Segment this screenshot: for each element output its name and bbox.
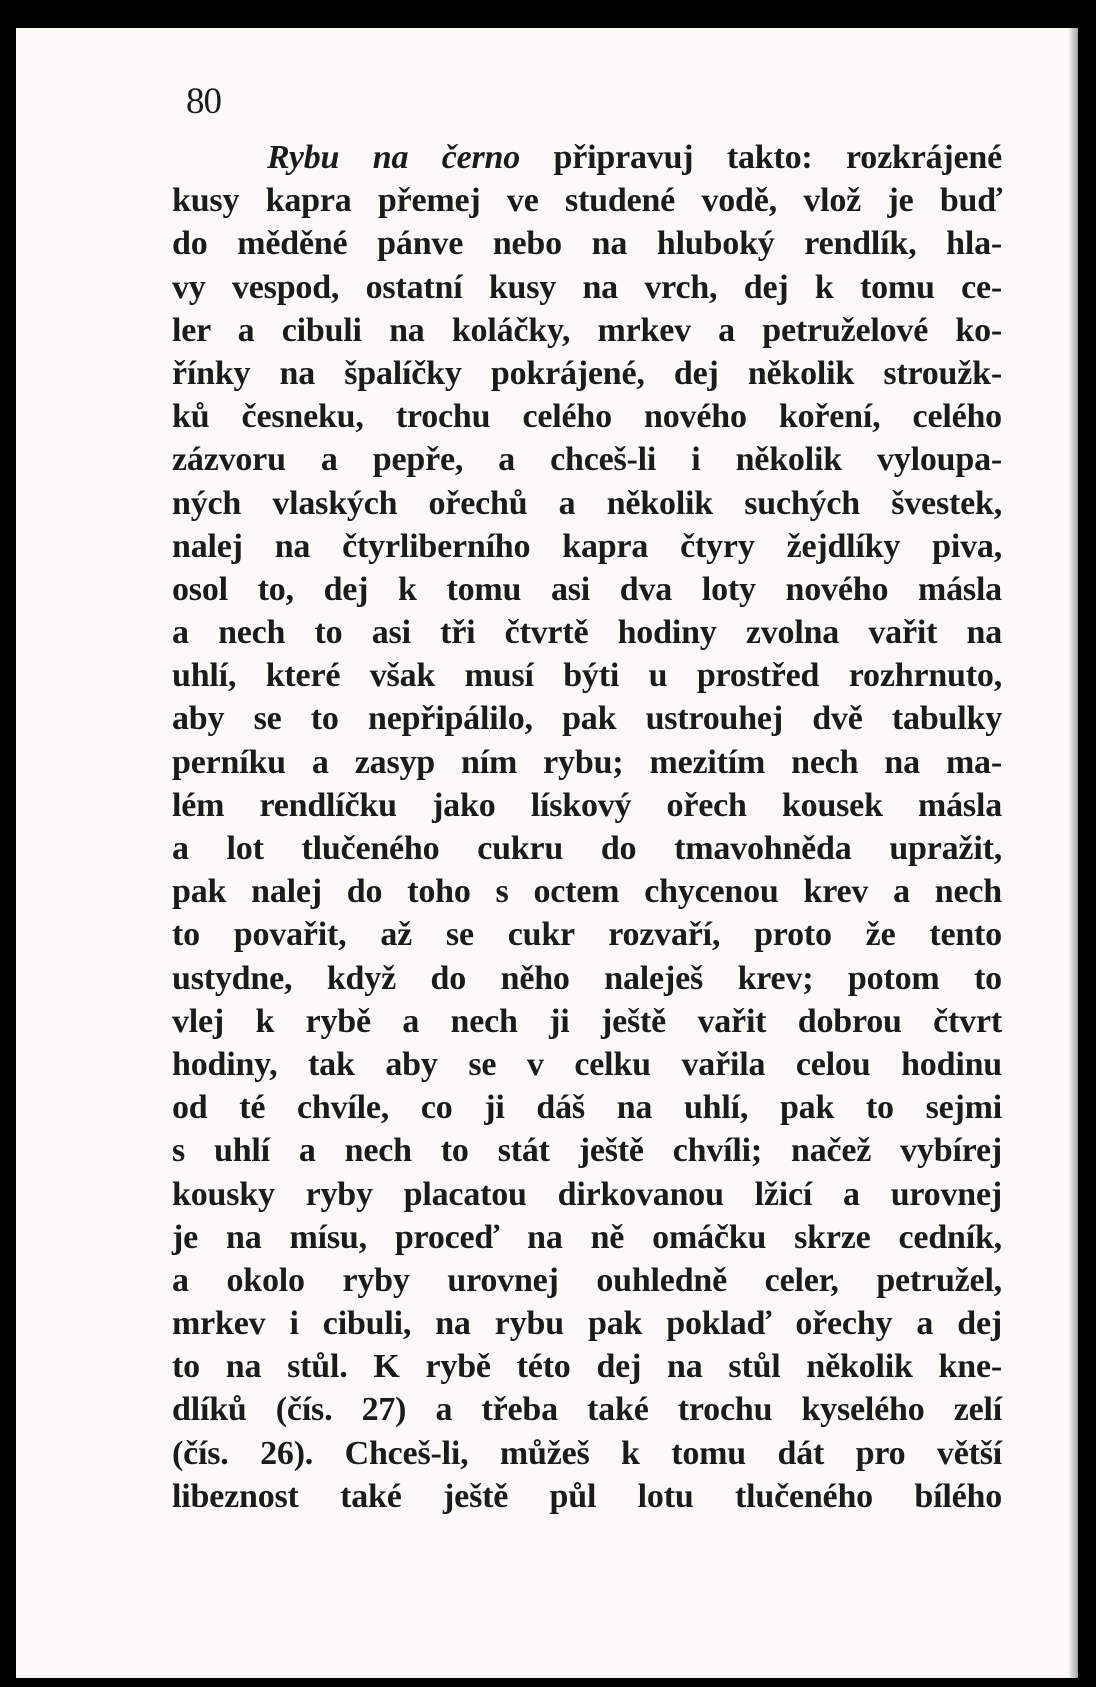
text-line-25: kousky ryby placatou dirkovanou lžicí a urovnej — [172, 1175, 1002, 1213]
text-line-22: hodiny, tak aby se v celku vařila celou hodinu — [172, 1045, 1002, 1083]
text-line-21: vlej k rybě a nech ji ještě vařit dobrou čtvrt — [172, 1002, 1002, 1040]
text-line-3: do měděné pánve nebo na hluboký rendlík, hla- — [172, 225, 1002, 263]
text-line-9: ných vlaských ořechů a několik suchých švestek, — [172, 484, 1002, 522]
recipe-text — [172, 136, 1002, 1518]
text-line-18: pak nalej do toho s octem chycenou krev a nech — [172, 873, 1002, 911]
text-line-28: mrkev i cibuli, na rybu pak poklaď ořechy a dej — [172, 1305, 1002, 1343]
text-line-20: ustydne, když do něho naleješ krev; potom to — [172, 959, 1002, 997]
text-line-8: zázvoru a pepře, a chceš-li i několik vyloupa- — [172, 441, 1002, 479]
text-line-32: libeznost také ještě půl lotu tlučeného bílého — [172, 1477, 1002, 1515]
text-line-26: je na mísu, proceď na ně omáčku skrze cedník, — [172, 1218, 1002, 1256]
text-line-14: aby se to nepřipálilo, pak ustrouhej dvě tabulky — [172, 700, 1002, 738]
text-line-6: řínky na špalíčky pokrájené, dej několik stroužk- — [172, 354, 1002, 392]
text-line-15: perníku a zasyp ním rybu; mezitím nech na ma- — [172, 743, 1002, 781]
text-line-11: osol to, dej k tomu asi dva loty nového másla — [172, 570, 1002, 608]
recipe-title: Rybu na černo — [267, 139, 521, 176]
first-line-text: připravuj takto: rozkrájené — [520, 139, 1002, 176]
text-line-1 — [172, 136, 1002, 179]
text-line-29: to na stůl. K rybě této dej na stůl několik kne- — [172, 1348, 1002, 1386]
text-line-30: dlíků (čís. 27) a třeba také trochu kyselého zelí — [172, 1391, 1002, 1429]
text-line-12: a nech to asi tři čtvrtě hodiny zvolna vařit na — [172, 614, 1002, 652]
text-line-7: ků česneku, trochu celého nového koření, celého — [172, 398, 1002, 436]
book-page — [16, 28, 1078, 1678]
page-number: 80 — [186, 81, 221, 122]
text-line-13: uhlí, které však musí býti u prostřed rozhrnuto, — [172, 657, 1002, 695]
text-line-27: a okolo ryby urovnej ouhledně celer, petružel, — [172, 1261, 1002, 1299]
text-line-31: (čís. 26). Chceš-li, můžeš k tomu dát pro větší — [172, 1434, 1002, 1472]
text-line-4: vy vespod, ostatní kusy na vrch, dej k tomu ce- — [172, 268, 1002, 306]
text-line-2: kusy kapra přemej ve studené vodě, vlož je buď — [172, 182, 1002, 220]
text-line-23: od té chvíle, co ji dáš na uhlí, pak to sejmi — [172, 1089, 1002, 1127]
text-line-10: nalej na čtyrliberního kapra čtyry žejdlíky piva, — [172, 527, 1002, 565]
text-line-17: a lot tlučeného cukru do tmavohněda upražit, — [172, 830, 1002, 867]
text-line-5: ler a cibuli na koláčky, mrkev a petruželové ko- — [172, 311, 1002, 349]
text-line-19: to povařit, až se cukr rozvaří, proto že tento — [172, 916, 1002, 954]
text-line-16: lém rendlíčku jako lískový ořech kousek másla — [172, 786, 1002, 824]
text-line-24: s uhlí a nech to stát ještě chvíli; načež vybírej — [172, 1132, 1002, 1170]
